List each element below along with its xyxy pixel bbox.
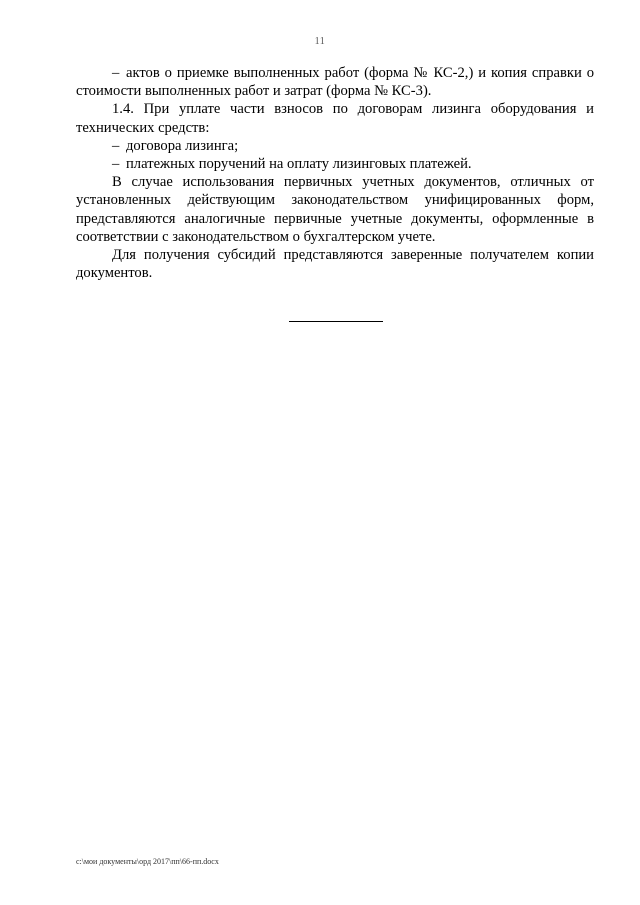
- list-item-leasing-contract: [76, 137, 594, 155]
- paragraph-text: платежных поручений на оплату лизинговых платежей.: [126, 156, 472, 173]
- paragraph-text: 1.4. При уплате части взносов по договорам лизинга оборудования и технических средств:: [76, 101, 594, 136]
- dash-mark: –: [112, 65, 120, 81]
- paragraph-primary-documents: [76, 173, 594, 246]
- paragraph-text: В случае использования первичных учетных документов, отличных от установленных действующим законодательством унифицированных форм, представляются аналогичные первичные учетные документы, оформленные в соответствии с законодательством о бухгалтерском учете.: [76, 174, 594, 245]
- paragraph-leasing: [76, 100, 594, 136]
- dash-mark: –: [112, 156, 120, 173]
- list-item-acts: [76, 64, 594, 100]
- paragraph-text: актов о приемке выполненных работ (форма № КС-2,) и копия справки о стоимости выполненных работ и затрат (форма № КС-3).: [76, 65, 594, 100]
- document-body: [76, 64, 594, 282]
- paragraph-text: договора лизинга;: [126, 137, 239, 154]
- end-separator-line: [289, 321, 383, 322]
- footer-file-path: c:\мои документы\орд 2017\пп\66-пп.docx: [76, 857, 219, 866]
- paragraph-certified-copies: [76, 246, 594, 282]
- page-number: 11: [314, 36, 326, 47]
- list-item-payment-orders: [76, 155, 594, 173]
- paragraph-text: Для получения субсидий представляются заверенные получателем копии документов.: [76, 247, 594, 282]
- dash-mark: –: [112, 137, 120, 154]
